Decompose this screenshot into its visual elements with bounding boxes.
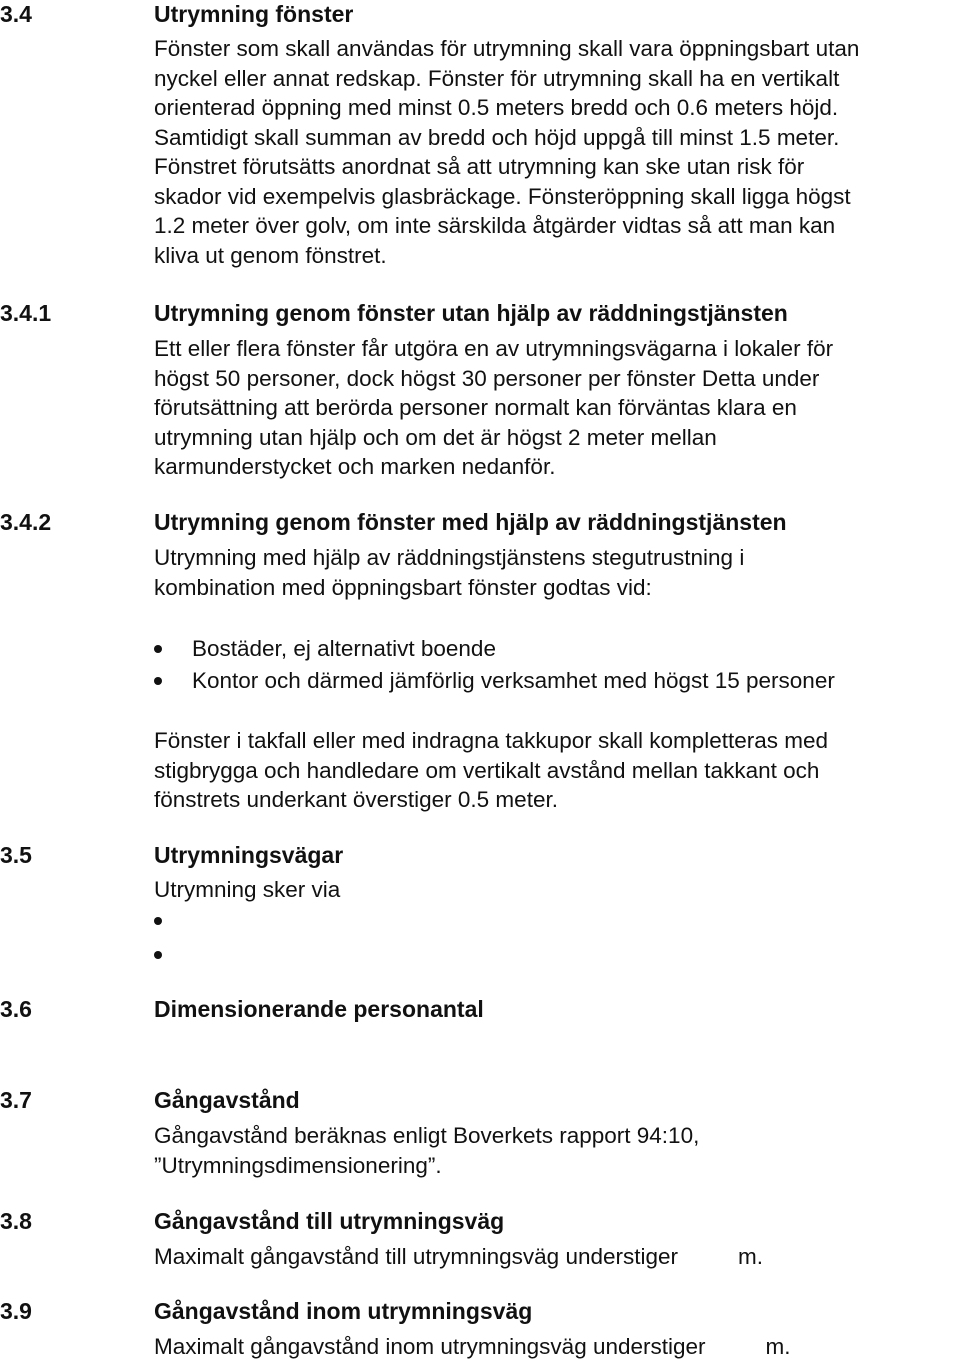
paragraph-line: förutsättning att berörda personer normalt kan förväntas klara en <box>154 395 797 420</box>
section-paragraph <box>154 34 954 270</box>
section-paragraph <box>154 875 954 905</box>
unit-label: m. <box>738 1244 764 1269</box>
section-number: 3.7 <box>0 1087 32 1113</box>
paragraph-line: stigbrygga och handledare om vertikalt avstånd mellan takkant och <box>154 757 820 783</box>
section-paragraph <box>154 726 954 815</box>
section-heading: Dimensionerande personantal <box>154 996 484 1022</box>
section-number: 3.4.2 <box>0 509 52 535</box>
paragraph-line: ”Utrymningsdimensionering”. <box>154 1152 442 1178</box>
section-number: 3.4 <box>0 1 32 27</box>
section-paragraph <box>154 1121 954 1180</box>
paragraph-line: fönstrets underkant överstiger 0.5 meter. <box>154 787 558 812</box>
paragraph-line: kombination med öppningsbart fönster godtas vid: <box>154 574 652 600</box>
paragraph-line: kliva ut genom fönstret. <box>154 242 387 268</box>
paragraph-line: karmunderstycket och marken nedanför. <box>154 454 556 479</box>
paragraph-line: nyckel eller annat redskap. Fönster för utrymning skall ha en vertikalt <box>154 65 840 91</box>
paragraph-line: Fönster i takfall eller med indragna takkupor skall kompletteras med <box>154 728 829 753</box>
bullet-icon <box>154 645 162 653</box>
distance-text: Maximalt gångavstånd inom utrymningsväg understiger <box>154 1334 706 1359</box>
paragraph-line: orienterad öppning med minst 0.5 meters bredd och 0.6 meters höjd. <box>154 95 839 120</box>
paragraph-line <box>154 1332 954 1362</box>
section-heading: Gångavstånd till utrymningsväg <box>154 1208 505 1234</box>
paragraph-line <box>154 1242 954 1272</box>
section-paragraph <box>154 334 954 482</box>
paragraph-line: Fönstret förutsätts anordnat så att utrymning kan ske utan risk för <box>154 154 805 179</box>
paragraph-line: skador vid exempelvis glasbräckage. Fönsteröppning skall ligga högst <box>154 183 851 209</box>
paragraph-line: Fönster som skall användas för utrymning skall vara öppningsbart utan <box>154 36 860 61</box>
list-item-text: Bostäder, ej alternativt boende <box>192 636 496 661</box>
paragraph-line: högst 50 personer, dock högst 30 personer per fönster Detta under <box>154 365 820 391</box>
paragraph-line: Ett eller flera fönster får utgöra en av utrymningsvägarna i lokaler för <box>154 336 834 361</box>
section-number: 3.8 <box>0 1208 32 1234</box>
paragraph-line: Utrymning sker via <box>154 877 341 902</box>
section-heading: Utrymning fönster <box>154 1 354 27</box>
section-heading: Utrymningsvägar <box>154 842 344 868</box>
section-paragraph <box>154 1332 954 1362</box>
section-number: 3.5 <box>0 842 32 868</box>
section-paragraph <box>154 543 954 602</box>
bullet-icon <box>154 917 162 925</box>
section-heading: Utrymning genom fönster utan hjälp av räddningstjänsten <box>154 300 788 326</box>
paragraph-line: 1.2 meter över golv, om inte särskilda åtgärder vidtas så att man kan <box>154 213 836 238</box>
bullet-icon <box>154 677 162 685</box>
section-number: 3.9 <box>0 1298 32 1324</box>
paragraph-line: Gångavstånd beräknas enligt Boverkets rapport 94:10, <box>154 1123 700 1148</box>
bullet-icon <box>154 951 162 959</box>
section-number: 3.6 <box>0 996 32 1022</box>
paragraph-line: utrymning utan hjälp och om det är högst 2 meter mellan <box>154 424 717 450</box>
paragraph-line: Samtidigt skall summan av bredd och höjd uppgå till minst 1.5 meter. <box>154 124 840 150</box>
unit-label: m. <box>765 1334 791 1359</box>
section-heading: Gångavstånd <box>154 1087 300 1113</box>
section-paragraph <box>154 1242 954 1272</box>
section-heading: Utrymning genom fönster med hjälp av räddningstjänsten <box>154 509 787 535</box>
section-number: 3.4.1 <box>0 300 52 326</box>
distance-text: Maximalt gångavstånd till utrymningsväg understiger <box>154 1244 679 1269</box>
paragraph-line: Utrymning med hjälp av räddningstjänstens stegutrustning i <box>154 545 745 570</box>
list-item-text: Kontor och därmed jämförlig verksamhet med högst 15 personer <box>192 668 835 693</box>
section-heading: Gångavstånd inom utrymningsväg <box>154 1298 533 1324</box>
